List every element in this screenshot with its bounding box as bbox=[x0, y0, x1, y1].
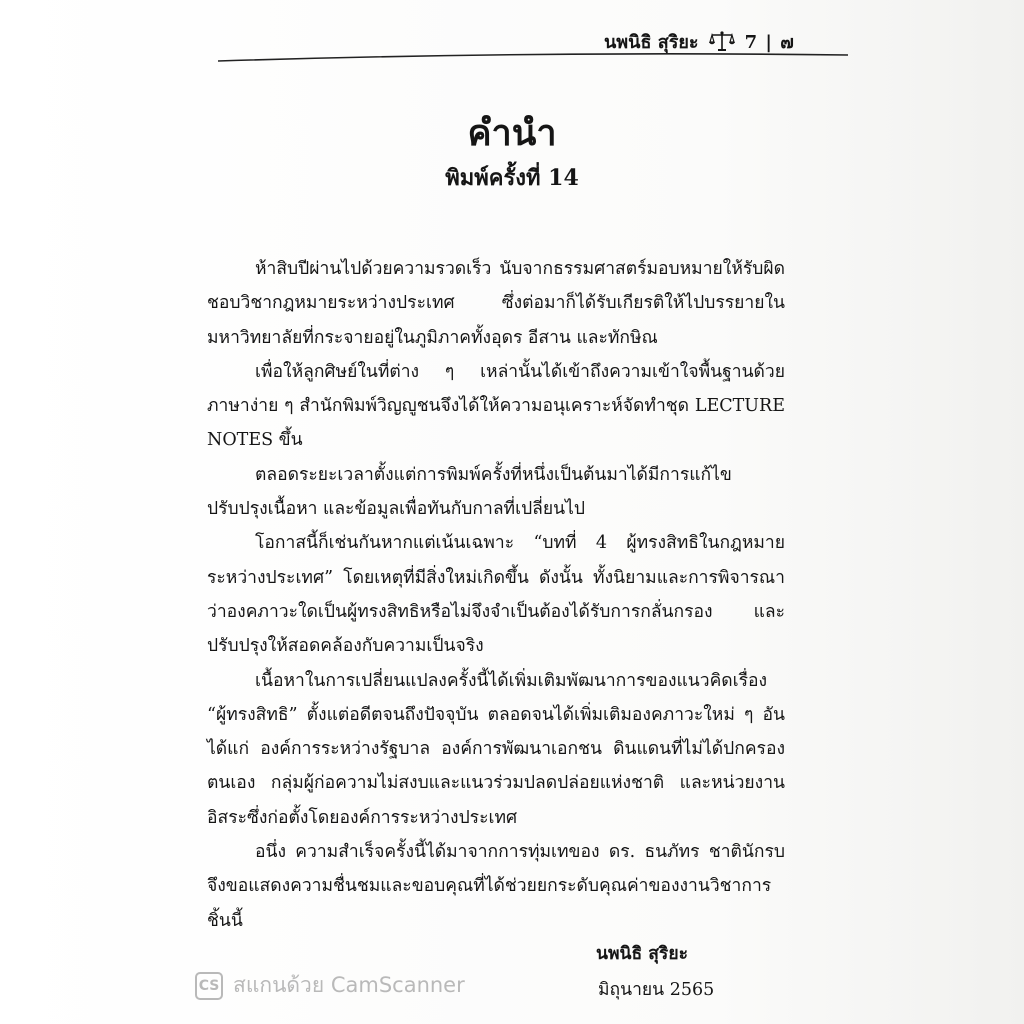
signature-block bbox=[596, 936, 796, 1008]
signature-date: มิถุนายน 2565 bbox=[598, 980, 715, 1000]
header-rule bbox=[218, 52, 848, 62]
paragraph-6: อนึ่ง ความสำเร็จครั้งนี้ได้มาจากการทุ่มเทของ ดร. ธนภัทร ชาตินักรบ จึงขอแสดงความชื่นชมและขอบคุณที่ได้ช่วยยกระดับคุณค่าของงานวิชาการชิ้นนี้ bbox=[207, 842, 785, 931]
page-title: คำนำ bbox=[467, 112, 557, 154]
paragraph-2: เพื่อให้ลูกศิษย์ในที่ต่าง ๆ เหล่านั้นได้เข้าถึงความเข้าใจพื้นฐานด้วยภาษาง่าย ๆ สำนักพิมพ์วิญญูชนจึงได้ให้ความอนุเคราะห์จัดทำชุด LECTURE NOTES ขึ้น bbox=[207, 361, 785, 451]
watermark-text: สแกนด้วย CamScanner bbox=[233, 973, 465, 997]
scales-of-justice-icon bbox=[709, 30, 735, 52]
signature-name: นพนิธิ สุริยะ bbox=[596, 944, 688, 964]
page-subtitle: พิมพ์ครั้งที่ 14 bbox=[445, 165, 579, 191]
paragraph-3: ตลอดระยะเวลาตั้งแต่การพิมพ์ครั้งที่หนึ่งเป็นต้นมาได้มีการแก้ไขปรับปรุงเนื้อหา และข้อมูลเพื่อทันกับกาลที่เปลี่ยนไป bbox=[207, 464, 732, 520]
paragraph-4: โอกาสนี้ก็เช่นกันหากแต่เน้นเฉพาะ “บทที่ 4 ผู้ทรงสิทธิในกฎหมายระหว่างประเทศ” โดยเหตุที่มีสิ่งใหม่เกิดขึ้น ดังนั้น ทั้งนิยามและการพิจารณาว่าองคภาวะใดเป็นผู้ทรงสิทธิหรือไม่จึงจำเป็นต้องได้รับการกลั่นกรอง และปรับปรุงให้สอดคล้องกับความเป็นจริง bbox=[207, 533, 785, 657]
paragraph-5: เนื้อหาในการเปลี่ยนแปลงครั้งนี้ได้เพิ่มเติมพัฒนาการของแนวคิดเรื่อง “ผู้ทรงสิทธิ” ตั้งแต่อดีตจนถึงปัจจุบัน ตลอดจนได้เพิ่มเติมองคภาวะใหม่ ๆ อันได้แก่ องค์การระหว่างรัฐบาล องค์การพัฒนาเอกชน ดินแดนที่ไม่ได้ปกครองตนเอง กลุ่มผู้ก่อความไม่สงบและแนวร่วมปลดปล่อยแห่งชาติ และหน่วยงานอิสระซึ่งก่อตั้งโดยองค์การระหว่างประเทศ bbox=[207, 670, 785, 828]
header-page-number: 7 | ๗ bbox=[744, 31, 795, 53]
body-text bbox=[207, 252, 785, 938]
paragraph-1: ห้าสิบปีผ่านไปด้วยความรวดเร็ว นับจากธรรมศาสตร์มอบหมายให้รับผิดชอบวิชากฎหมายระหว่างประเทศ ซึ่งต่อมาก็ได้รับเกียรติให้ไปบรรยายในมหาวิทยาลัยที่กระจายอยู่ในภูมิภาคทั้งอุดร อีสาน และทักษิณ bbox=[207, 259, 785, 348]
header-author: นพนิธิ สุริยะ bbox=[604, 31, 699, 53]
camscanner-watermark bbox=[195, 969, 465, 1002]
camscanner-logo-icon: CS bbox=[195, 972, 223, 1000]
running-header bbox=[604, 28, 844, 54]
